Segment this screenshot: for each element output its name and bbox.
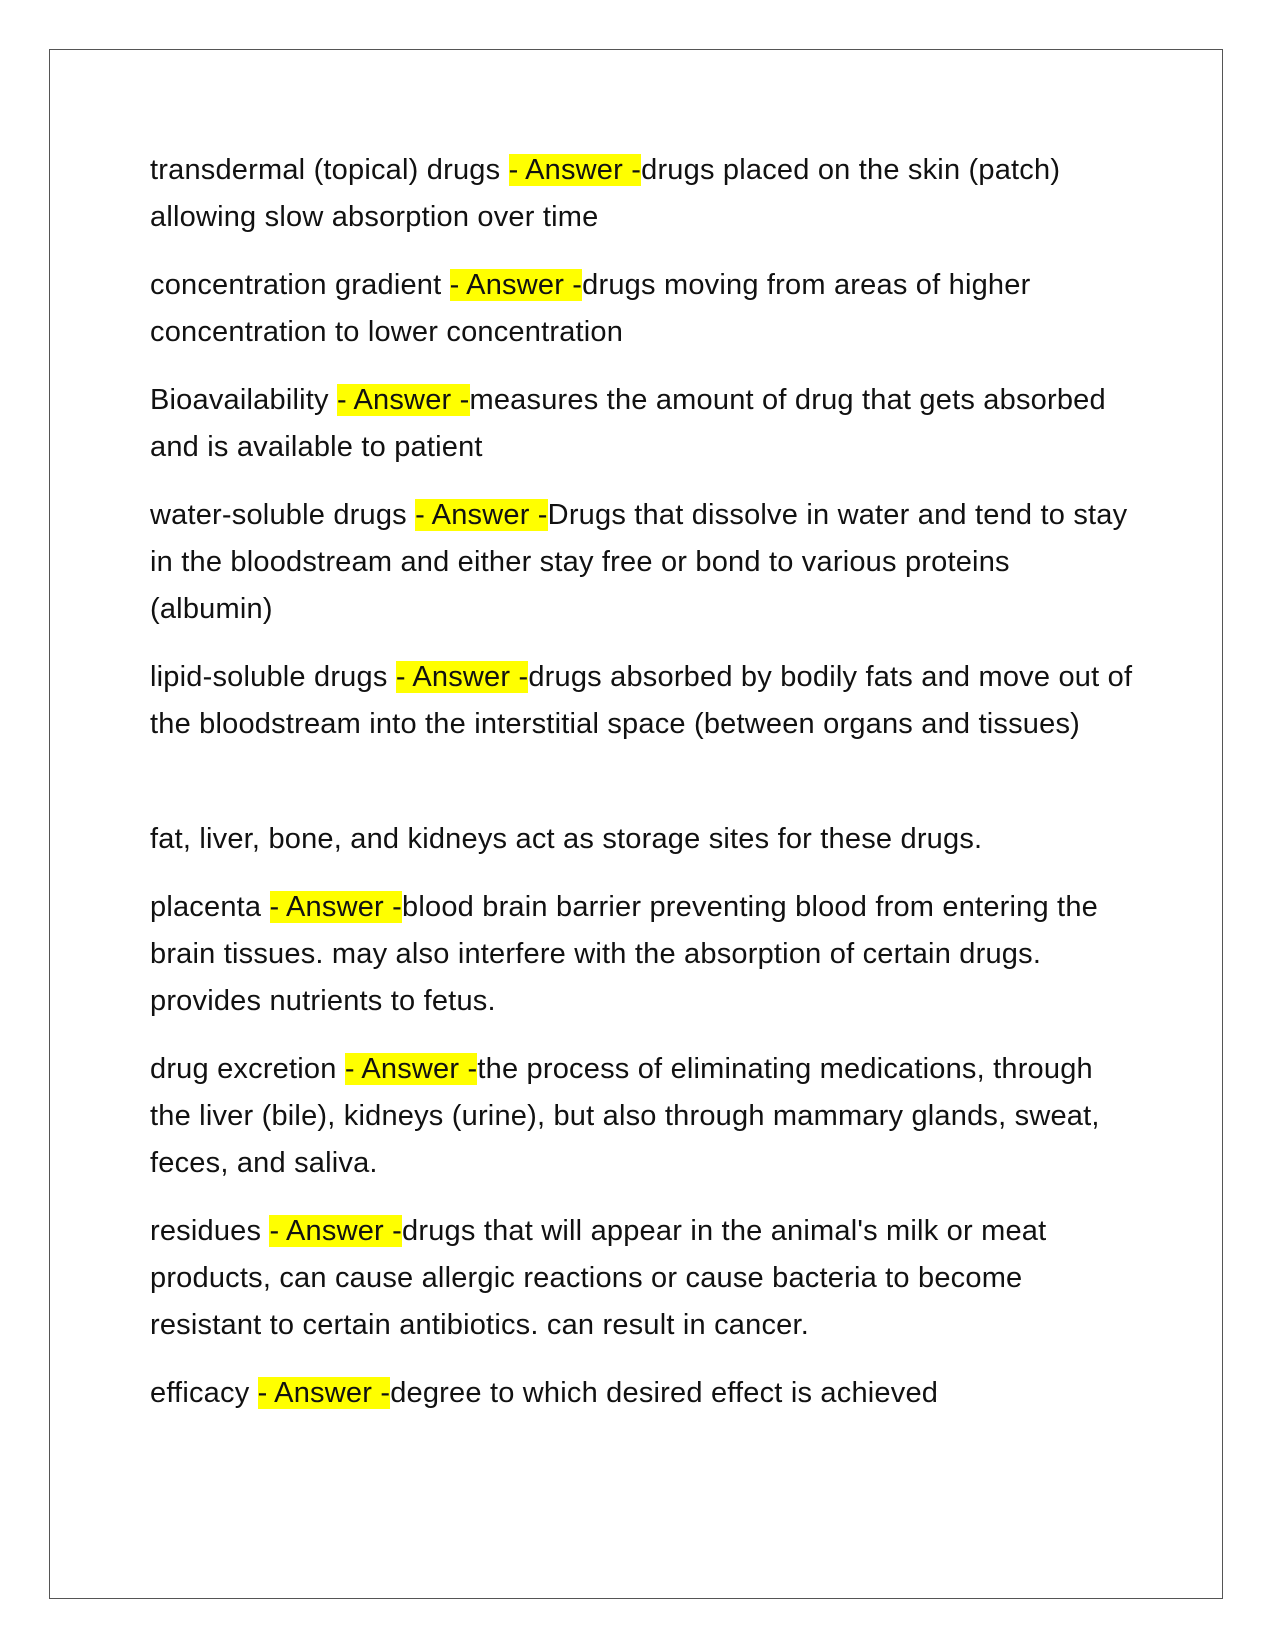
flashcard-entry <box>150 1208 1140 1349</box>
entry-term: efficacy <box>150 1377 258 1409</box>
flashcard-entry <box>150 654 1140 748</box>
flashcard-entry <box>150 884 1140 1025</box>
entry-term: water-soluble drugs <box>150 499 416 531</box>
entry-definition: measures the amount of drug that gets absorbed and is available to patient <box>150 384 1106 463</box>
answer-marker: - Answer - <box>449 269 583 301</box>
flashcard-entry <box>150 262 1140 356</box>
entry-term: lipid-soluble drugs <box>150 661 396 693</box>
answer-marker: - Answer - <box>415 499 548 531</box>
answer-marker: - Answer - <box>336 384 470 416</box>
answer-marker: - Answer - <box>269 1215 403 1247</box>
entry-term: drug excretion <box>150 1053 345 1085</box>
flashcard-entry <box>150 1370 1140 1417</box>
entry-term: concentration gradient <box>150 269 450 301</box>
answer-marker: - Answer - <box>344 1053 478 1085</box>
entry-definition: drugs that will appear in the animal's milk or meat products, can cause allergic reactions or cause bacteria to become resistant to certain antibiotics. can result in cancer. <box>150 1215 1047 1341</box>
entry-definition: drugs moving from areas of higher concentration to lower concentration <box>150 269 1031 348</box>
answer-marker: - Answer - <box>257 1377 391 1409</box>
entry-term: transdermal (topical) drugs <box>150 154 509 186</box>
entry-term: placenta <box>150 891 270 923</box>
flashcard-entry <box>150 1046 1140 1187</box>
entry-definition: drugs absorbed by bodily fats and move out of the bloodstream into the interstitial space (between organs and tissues) <box>150 661 1133 740</box>
entry-definition: the process of eliminating medications, through the liver (bile), kidneys (urine), but also through mammary glands, sweat, feces, and saliva. <box>150 1053 1100 1179</box>
flashcard-entry <box>150 147 1140 241</box>
entry-term: Bioavailability <box>150 384 337 416</box>
answer-marker: - Answer - <box>395 661 529 693</box>
entry-definition: drugs placed on the skin (patch) allowing slow absorption over time <box>150 154 1061 233</box>
flashcard-entry <box>150 377 1140 471</box>
entry-definition: blood brain barrier preventing blood from entering the brain tissues. may also interfere with the absorption of certain drugs. provides nutrients to fetus. <box>150 891 1098 1017</box>
document-body <box>150 147 1140 1438</box>
entry-definition: degree to which desired effect is achieved <box>390 1377 939 1409</box>
flashcard-entry <box>150 492 1140 633</box>
answer-marker: - Answer - <box>508 154 642 186</box>
answer-marker: - Answer - <box>269 891 403 923</box>
entry-definition: Drugs that dissolve in water and tend to stay in the bloodstream and either stay free or bond to various proteins (albumin) <box>150 499 1128 625</box>
entry-term: residues <box>150 1215 270 1247</box>
continuation-note: fat, liver, bone, and kidneys act as storage sites for these drugs. <box>150 823 983 855</box>
